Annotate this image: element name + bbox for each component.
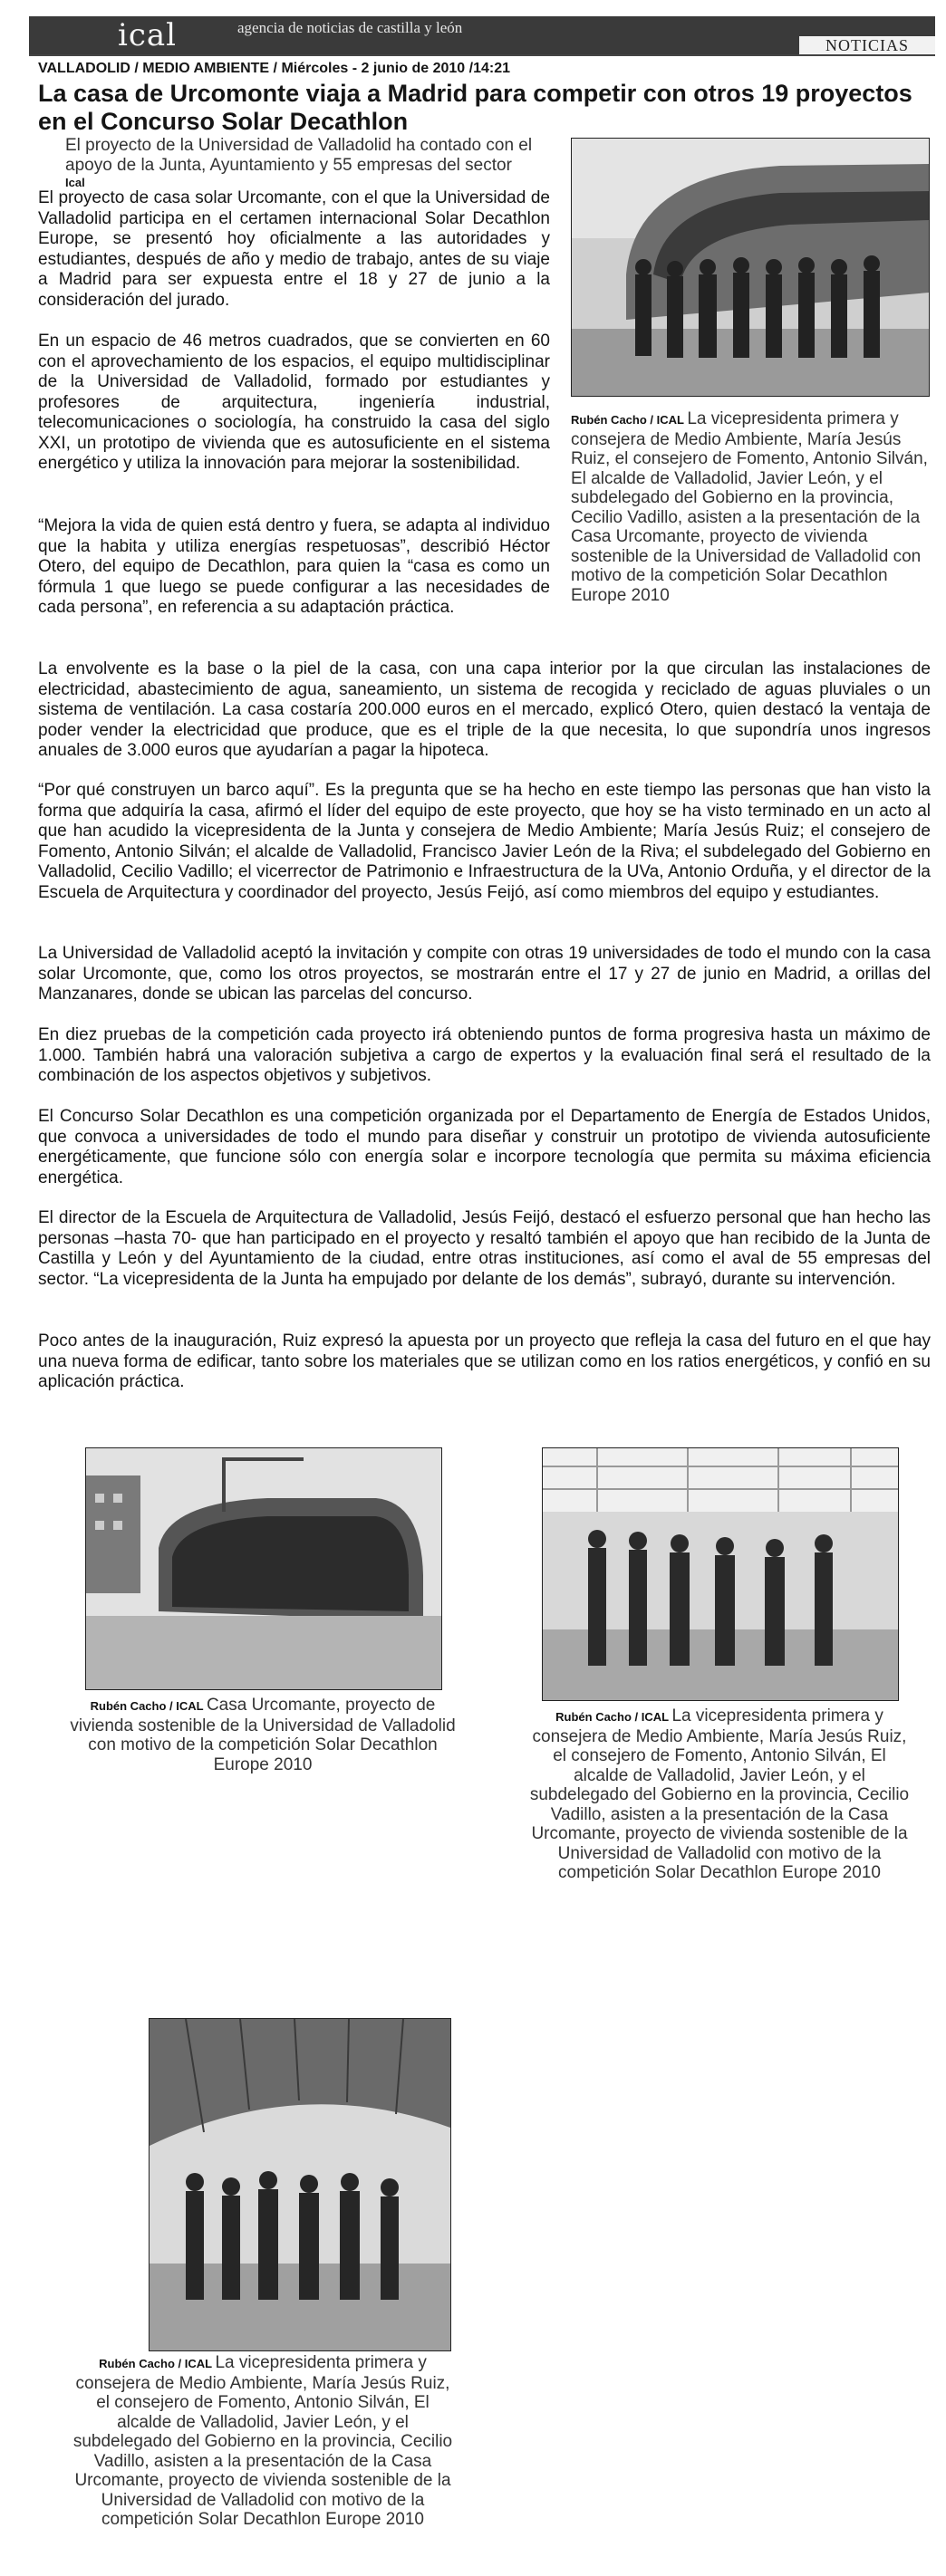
article-paragraph: El director de la Escuela de Arquitectura de Valladolid, Jesús Feijó, destacó el esfuerzo personal que han hecho las personas –hasta 70- que han participado en el proyecto y resaltó también el apoyo que han recibido de la Junta de Castilla y León y del Ayuntamiento de la ciudad, entre otras instituciones, así como el aval de 55 empresas del sector. “La vicepresidenta de la Junta ha empujado por delante de los demás”, subrayó, durante su intervención. [38,1208,931,1289]
article-paragraph: La Universidad de Valladolid aceptó la invitación y compite con otras 19 universidades de todo el mundo con la casa solar Urcomonte, que, como los otros proyectos, se mostrarán entre el 17 y 27 de junio en Madrid, a orillas del Manzanares, donde se ubican las parcelas del concurso. [38,944,931,1004]
photo-presentation-group [571,138,930,397]
headline: La casa de Urcomonte viaja a Madrid para competir con otros 19 proyectos en el Concurso Solar Decathlon [38,80,912,135]
caption-text: La vicepresidenta primera y consejera de Medio Ambiente, María Jesús Ruiz, el consejero de Fomento, Antonio Silván, El alcalde de Valladolid, Javier León, y el subdelegado del Gobierno en la provincia, Cecilio Vadillo, asisten a la presentación de la Casa Urcomante, proyecto de vivienda sostenible de la Universidad de Valladolid con motivo de la competición Solar Decathlon Europe 2010 [529,1706,910,1882]
dateline: VALLADOLID / MEDIO AMBIENTE / Miércoles - 2 junio de 2010 /14:21 [38,61,510,76]
masthead [29,16,935,54]
caption-text: La vicepresidenta primera y consejera de Medio Ambiente, María Jesús Ruiz, el consejero de Fomento, Antonio Silván, El alcalde de Valladolid, Javier León, y el subdelegado del Gobierno en la provincia, Cecilio Vadillo, asisten a la presentación de la Casa Urcomante, proyecto de vivienda sostenible de la Universidad de Valladolid con motivo de la competición Solar Decathlon Europe 2010 [72,2353,453,2529]
article-paragraph: “Mejora la vida de quien está dentro y fuera, se adapta al individuo que la habita y utiliza energías respetuosas”, describió Héctor Otero, del equipo de Decathlon, para quien la “casa es como un fórmula 1 que luego se puede configurar a las necesidades de cada persona”, en referencia a su adaptación práctica. [38,516,550,617]
article-paragraph: La envolvente es la base o la piel de la casa, con una capa interior por la que circulan las instalaciones de electricidad, abastecimiento de agua, saneamiento, un sistema de recogida y reciclado de aguas pluviales o un sistema de ventilación. La casa costaría 200.000 euros en el mercado, explicó Otero, quien destacó la ventaja de poder vender la electricidad que produce, que es el triple de la que necesita, lo que supondría unos ingresos anuales de 3.000 euros que ayudarían a pagar la hipoteca. [38,659,931,760]
caption-text: Casa Urcomante, proyecto de vivienda sostenible de la Universidad de Valladolid con motivo de la competición Solar Decathlon Europe 2010 [70,1696,456,1774]
photo-credit: Rubén Cacho / ICAL [90,1699,207,1713]
photo-caption [67,2353,459,2530]
masthead-rule [29,54,935,56]
subheadline: El proyecto de la Universidad de Valladolid ha contado con el apoyo de la Junta, Ayuntamiento y 55 empresas del sector [65,136,533,175]
caption-text: La vicepresidenta primera y consejera de Medio Ambiente, María Jesús Ruiz, el consejero de Fomento, Antonio Silván, El alcalde de Valladolid, Javier León, y el subdelegado del Gobierno en la provincia, Cecilio Vadillo, asisten a la presentación de la Casa Urcomante, proyecto de vivienda sostenible de la Universidad de Valladolid con motivo de la competición Solar Decathlon Europe 2010 [571,409,928,605]
article-paragraph: El proyecto de casa solar Urcomante, con el que la Universidad de Valladolid participa en el certamen internacional Solar Decathlon Europe, se presentó hoy oficialmente a las autoridades y estudiantes, después de año y medio de trabajo, antes de su viaje a Madrid para ser expuesta entre el 18 y 27 de junio a la consideración del jurado. [38,188,550,310]
photo-credit: Rubén Cacho / ICAL [99,2357,216,2370]
masthead-tagline: agencia de noticias de castilla y león [237,19,463,36]
article-paragraph: Poco antes de la inauguración, Ruiz expresó la apuesta por un proyecto que refleja la casa del futuro en el que hay una nueva forma de edificar, tanto sobre los materiales que se utilizan como en los ratios energéticos, y confió en su aplicación práctica. [38,1331,931,1391]
photo-caption [524,1706,915,1883]
article-paragraph: En un espacio de 46 metros cuadrados, que se convierten en 60 con el aprovechamiento de los espacios, el equipo multidisciplinar de la Universidad de Valladolid, formado por estudiantes y profesores de arquitectura, ingeniería industrial, telecomunicaciones o sociología, ha construido la casa del siglo XXI, un prototipo de vivienda que es autosuficiente en el sistema energético y utiliza la innovación para mejorar la sostenibilidad. [38,332,550,473]
photo-visitors-group [542,1447,899,1701]
article-paragraph: El Concurso Solar Decathlon es una competición organizada por el Departamento de Energía de Estados Unidos, que convoca a universidades de todo el mundo para diseñar y construir un prototipo de vivienda autosuficiente energéticamente, que funcione sólo con energía solar e incorpore tecnología que permita su máxima eficiencia energética. [38,1107,931,1187]
photo-credit: Rubén Cacho / ICAL [571,413,688,427]
ical-logo: ical [118,17,178,53]
article-paragraph: “Por qué construyen un barco aquí”. Es la pregunta que se ha hecho en este tiempo las personas que han visto la forma que adquiría la casa, afirmó el líder del equipo de este proyecto, que hoy se ha visto terminado en un acto al que han acudido la vicepresidenta de la Junta y consejera de Medio Ambiente; María Jesús Ruiz; el consejero de Fomento, Antonio Silván; el alcalde de Valladolid, Francisco Javier León de la Riva; el subdelegado del Gobierno en Valladolid, Cecilio Vadillo; el vicerrector de Patrimonio e Infraestructura de la UVa, Antonio Orduña, y el director de la Escuela de Arquitectura y coordinador del proyecto, Jesús Feijó, así como miembros del equipo y estudiantes. [38,781,931,902]
photo-group-under-roof [149,2018,451,2351]
article-paragraph: En diez pruebas de la competición cada proyecto irá obteniendo puntos de forma progresiva hasta un máximo de 1.000. También habrá una valoración subjetiva a cargo de expertos y la evaluación final será el resultado de la combinación de los aspectos objetivos y subjetivos. [38,1025,931,1085]
section-label: NOTICIAS [799,36,935,54]
photo-caption [571,409,928,605]
photo-caption [67,1696,459,1774]
photo-credit: Rubén Cacho / ICAL [555,1710,672,1724]
byline: Ical [65,176,85,189]
photo-solar-house [85,1447,442,1690]
